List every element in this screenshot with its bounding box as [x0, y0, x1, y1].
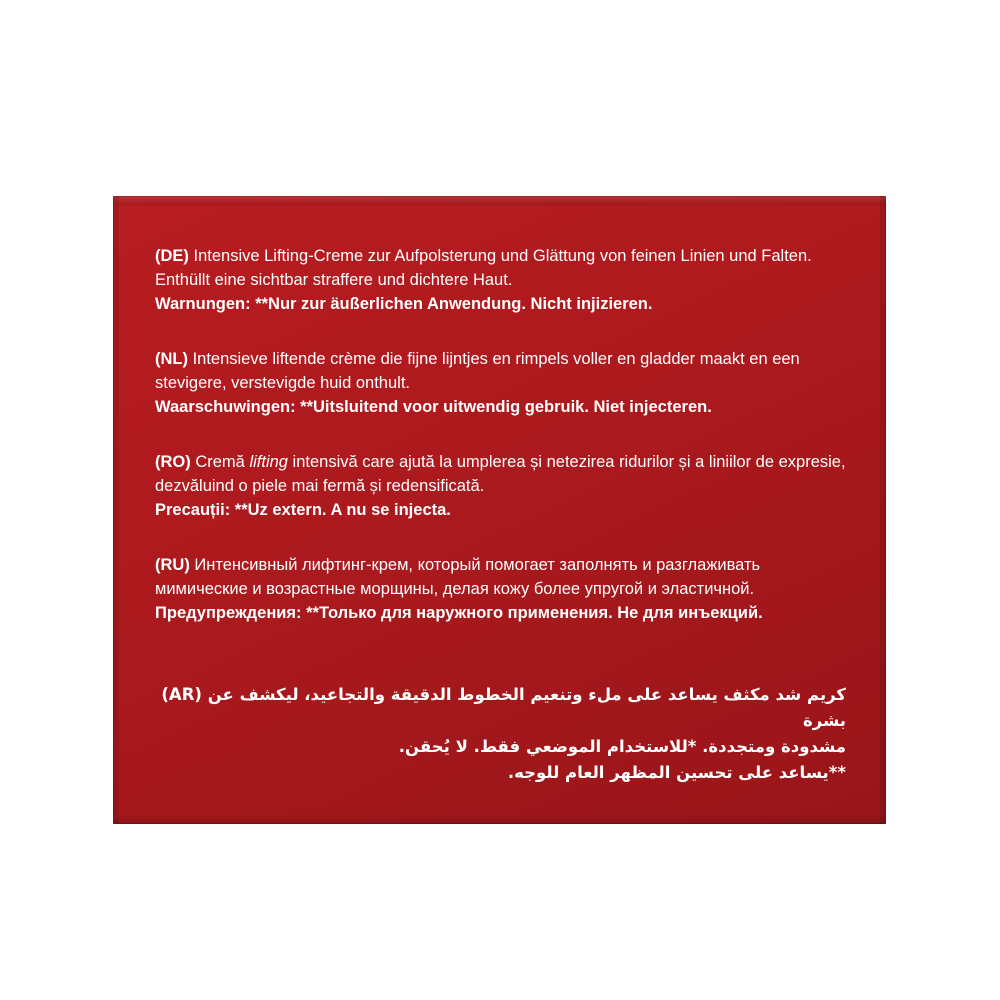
russian-warning: Предупреждения: **Только для наружного применения. Не для инъекций. [155, 604, 763, 622]
romanian-description-end: intensivă care ajută la umplerea și netezirea ridurilor și a liniilor de expresie, dezvăluind o piele mai fermă și redensificată. [155, 453, 846, 495]
german-warning: Warnungen: **Nur zur äußerlichen Anwendung. Nicht injizieren. [155, 295, 653, 313]
russian-section [155, 553, 855, 625]
romanian-warning: Precauții: **Uz extern. A nu se injecta. [155, 501, 451, 519]
arabic-line-2: مشدودة ومتجددة. *للاستخدام الموضعي فقط. لا يُحقن. [398, 737, 846, 756]
product-box-panel [113, 196, 886, 824]
russian-language-code: (RU) [155, 556, 190, 574]
arabic-line-3: **يساعد على تحسين المظهر العام للوجه. [507, 763, 846, 782]
romanian-description-start: Cremă [190, 453, 250, 471]
dutch-language-code: (NL) [155, 350, 188, 368]
dutch-warning: Waarschuwingen: **Uitsluitend voor uitwendig gebruik. Niet injecteren. [155, 398, 712, 416]
romanian-language-code: (RO) [155, 453, 191, 471]
arabic-line-1: (AR) كريم شد مكثف يساعد على ملء وتنعيم الخطوط الدقيقة والتجاعيد، ليكشف عن بشرة [161, 685, 846, 730]
russian-description: Интенсивный лифтинг-крем, который помогает заполнять и разглаживать мимические и возрастные морщины, делая кожу более упругой и эластичной. [155, 556, 761, 598]
box-left-edge [113, 196, 119, 824]
dutch-description: Intensieve liftende crème die fijne lijntjes en rimpels voller en gladder maakt en een stevigere, verstevigde huid onthult. [155, 350, 800, 392]
german-language-code: (DE) [155, 247, 189, 265]
arabic-section [141, 682, 846, 786]
german-description: Intensive Lifting-Creme zur Aufpolsterung und Glättung von feinen Linien und Falten. Enthüllt eine sichtbar straffere und dichtere Haut. [155, 247, 812, 289]
german-section [155, 244, 855, 316]
romanian-description-italic: lifting [249, 453, 288, 471]
romanian-section [155, 450, 855, 522]
dutch-section [155, 347, 855, 419]
box-right-edge [880, 196, 886, 824]
